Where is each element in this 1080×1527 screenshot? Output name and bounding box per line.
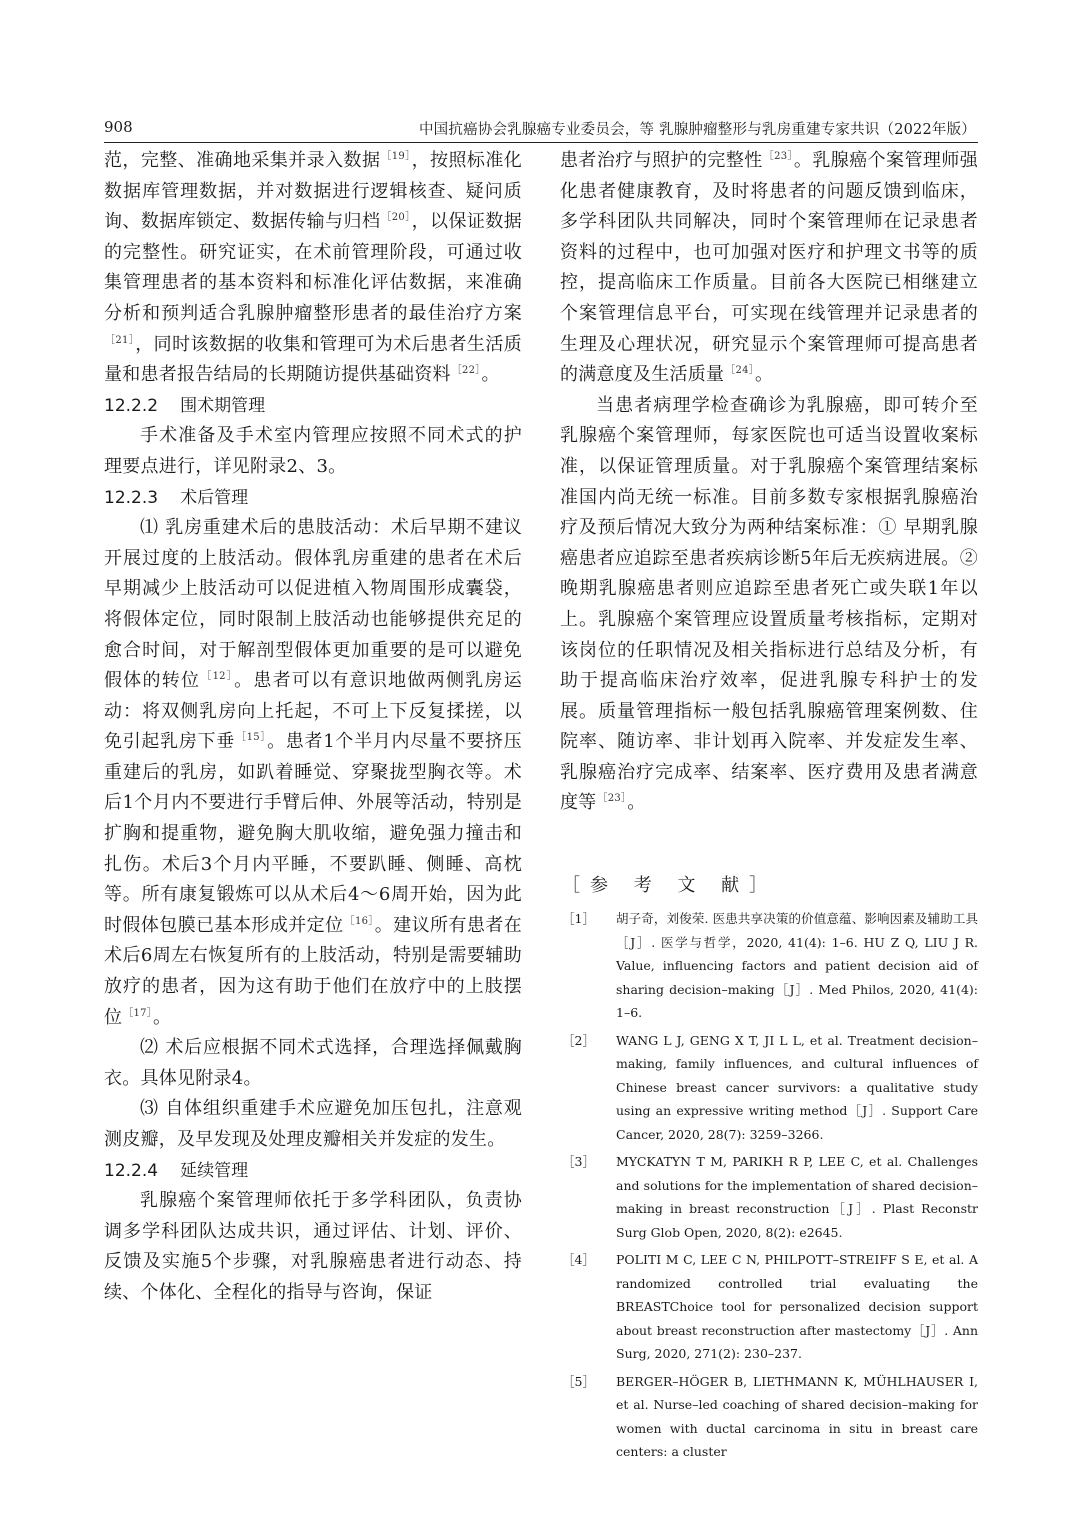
paragraph: 当患者病理学检查确诊为乳腺癌，即可转介至乳腺癌个案管理师，每家医院也可适当设置收案标准，以保证管理质量。对于乳腺癌个案管理结案标准国内尚无统一标准。目前多数专家根据乳腺癌治疗及预后情况大致分为两种结案标准：① 早期乳腺癌患者应追踪至患者疾病诊断5年后无疾病进展。② 晚期乳腺癌患者则应追踪至患者死亡或失联1年以上。乳腺癌个案管理应设置质量考核指标，定期对该岗位的任职情况及相关指标进行总结及分析，有助于提高临床治疗效率，促进乳腺专科护士的发展。质量管理指标一般包括乳腺癌管理案例数、住院率、随访率、非计划再入院率、并发症发生率、乳腺癌治疗完成率、结案率、医疗费用及患者满意度等$^{[23]}$。 [560,394,978,814]
reference-item [560,1029,978,1147]
reference-text: MYCKATYN T M, PARIKH R P, LEE C, et al. Challenges and solutions for the implementation of shared decision–making in breast reconstruction［J］. Plast Reconstr Surg Glob Open, 2020, 8(2): e2645. [616,1154,978,1240]
section-heading: 12.2.2 围术期管理 [104,395,266,416]
reference-item [560,1150,978,1244]
left-column [104,146,522,1309]
running-title: 中国抗癌协会乳腺癌专业委员会，等 乳腺肿瘤整形与乳房重建专家共识（2022年版） [418,122,976,138]
reference-text: BERGER–HÖGER B, LIETHMANN K, MÜHLHAUSER I, et al. Nurse–led coaching of shared decision–making for women with ductal carcinoma in situ in breast care centers: a cluster [616,1373,978,1460]
reference-item [560,1370,978,1464]
citation[interactable]: ［12］ [201,671,234,683]
section-heading: 12.2.4 延续管理 [104,1160,249,1181]
right-column [560,146,978,1468]
citation[interactable]: ［16］ [344,915,374,927]
references-heading: ［参 考 文 献］ [562,875,778,897]
citation[interactable]: ［21］ [105,334,135,346]
paragraph: 患者治疗与照护的完整性$^{[23]}$。乳腺癌个案管理师强化患者健康教育，及时将患者的问题反馈到临床，多学科团队共同解决，同时个案管理师在记录患者资料的过程中，也可加强对医疗和护理文书等的质控，提高临床工作质量。目前各大医院已相继建立个案管理信息平台，可实现在线管理并记录患者的生理及心理状况，研究显示个案管理师可提高患者的满意度及生活质量$^{[24]}$。 [560,150,978,386]
citation[interactable]: ［22］ [451,365,481,377]
citation[interactable]: ［23］ [597,793,627,805]
section-heading: 12.2.3 术后管理 [104,487,249,508]
reference-item [560,907,978,1025]
paragraph: 范，完整、准确地采集并录入数据$^{[19]}$，按照标准化数据库管理数据，并对数据进行逻辑核查、疑问质询、数据库锁定、数据传输与归档$^{[20]}$，以保证数据的完整性。研究证实，在术前管理阶段，可通过收集管理患者的基本资料和标准化评估数据，来准确分析和预判适合乳腺肿瘤整形患者的最佳治疗方案$^{[21]}$，同时该数据的收集和管理可为术后患者生活质量和患者报告结局的长期随访提供基础资料$^{[22]}$。 [104,150,522,386]
reference-number: ［4］ [562,1252,595,1268]
citation[interactable]: ［20］ [381,212,411,224]
paragraph: ⑵ 术后应根据不同术式选择，合理选择佩戴胸衣。具体见附录4。 [104,1037,522,1089]
reference-text: POLITI M C, LEE C N, PHILPOTT–STREIFF S E, et al. A randomized controlled trial evaluating the BREASTChoice tool for personalized decision support about breast reconstruction after mastectomy［J］. Ann Surg, 2020, 271(2): 230–237. [616,1252,978,1362]
paragraph: ⑶ 自体组织重建手术应避免加压包扎，注意观测皮瓣，及早发现及处理皮瓣相关并发症的发生。 [104,1098,522,1150]
citation[interactable]: ［17］ [123,1007,152,1019]
reference-text: 胡子奇，刘俊荣. 医患共享决策的价值意蕴、影响因素及辅助工具［J］. 医学与哲学，2020, 41(4): 1–6. HU Z Q, LIU J R. Value, influencing factors and patient decision aid of sharing decision–making［J］. Med Philos, 2020, 41(4): 1–6. [616,911,978,1021]
paragraph: 乳腺癌个案管理师依托于多学科团队，负责协调多学科团队达成共识，通过评估、计划、评价、反馈及实施5个步骤，对乳腺癌患者进行动态、持续、个体化、全程化的指导与咨询，保证 [104,1190,522,1303]
running-header [104,114,978,143]
paragraph: 手术准备及手术室内管理应按照不同术式的护理要点进行，详见附录2、3。 [104,425,522,477]
reference-text: WANG L J, GENG X T, JI L L, et al. Treatment decision–making, family influences, and cultural influences of Chinese breast cancer survivors: a qualitative study using an expressive writing method［J］. Support Care Cancer, 2020, 28(7): 3259–3266. [616,1032,978,1142]
citation[interactable]: ［15］ [235,732,267,744]
citation[interactable]: ［23］ [763,151,793,162]
reference-number: ［1］ [562,911,595,927]
reference-number: ［2］ [562,1032,595,1048]
paragraph: ⑴ 乳房重建术后的患肢活动：术后早期不建议开展过度的上肢活动。假体乳房重建的患者在术后早期减少上肢活动可以促进植入物周围形成囊袋，将假体定位，同时限制上肢活动也能够提供充足的愈合时间，对于解剖型假体更加重要的是可以避免假体的转位$^{[12]}$。患者可以有意识地做两侧乳房运动：将双侧乳房向上托起，不可上下反复揉搓，以免引起乳房下垂$^{[15]}$。患者1个半月内尽量不要挤压重建后的乳房，如趴着睡觉、穿聚拢型胸衣等。术后1个月内不要进行手臂后伸、外展等活动，特别是扩胸和提重物，避免胸大肌收缩，避免强力撞击和扎伤。术后3个月内平睡，不要趴睡、侧睡、高枕等。所有康复锻炼可以从术后4～6周开始，因为此时假体包膜已基本形成并定位$^{[16]}$。建议所有患者在术后6周左右恢复所有的上肢活动，特别是需要辅助放疗的患者，因为这有助于他们在放疗中的上肢摆位$^{[17]}$。 [104,517,523,1028]
reference-number: ［5］ [562,1373,595,1389]
citation[interactable]: ［24］ [725,365,754,377]
page-number: 908 [104,118,133,136]
reference-item [560,1248,978,1366]
citation[interactable]: ［19］ [381,151,411,162]
reference-number: ［3］ [562,1154,595,1170]
